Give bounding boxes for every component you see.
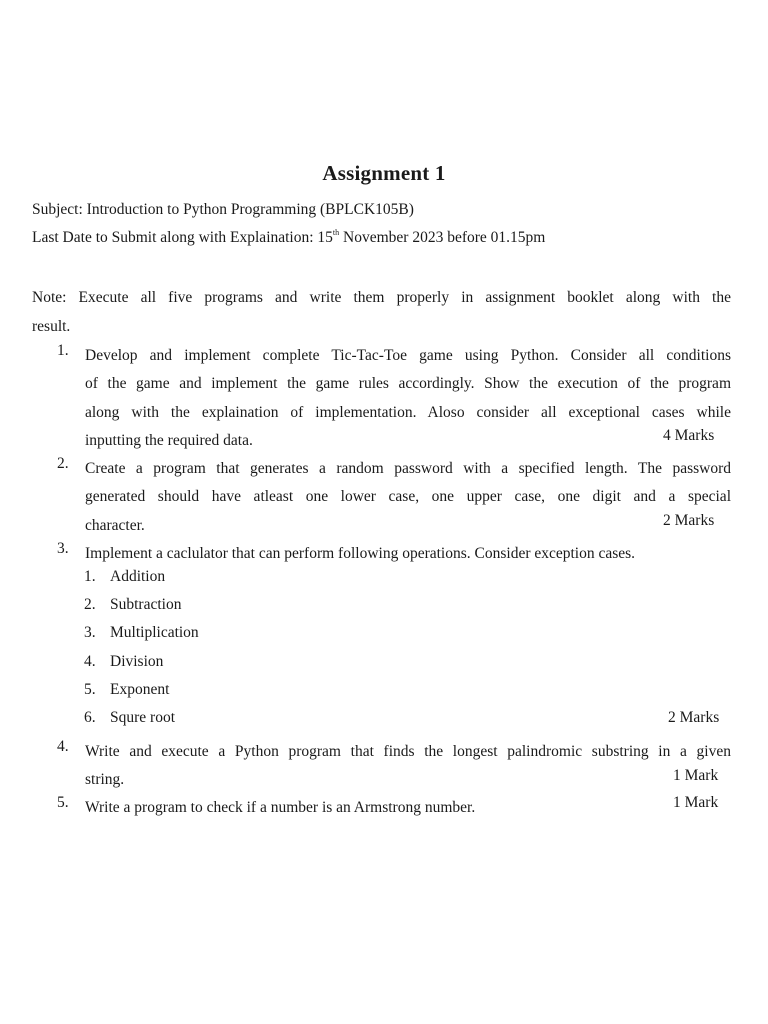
note-paragraph bbox=[32, 284, 731, 341]
sub-item-number: 3. bbox=[84, 624, 96, 641]
sub-item-number: 6. bbox=[84, 709, 96, 726]
sub-item-number: 2. bbox=[84, 596, 96, 613]
question-number: 2. bbox=[57, 455, 69, 472]
question-number: 5. bbox=[57, 794, 69, 811]
question-line: Develop and implement complete Tic-Tac-Toe game using Python. Consider all conditions bbox=[85, 347, 731, 364]
question-marks: 1 Mark bbox=[673, 794, 719, 811]
question-text bbox=[85, 455, 731, 540]
subject-line: Subject: Introduction to Python Programming (BPLCK105B) bbox=[32, 201, 414, 218]
sub-item-number: 5. bbox=[84, 681, 96, 698]
question-text bbox=[85, 794, 731, 822]
question-text bbox=[85, 540, 731, 568]
last-date-line bbox=[32, 229, 545, 247]
sub-item-text: Division bbox=[110, 653, 164, 670]
question-line: of the game and implement the game rules accordingly. Show the execution of the program bbox=[85, 375, 731, 393]
question-marks: 2 Marks bbox=[663, 512, 715, 529]
question-line: string. bbox=[85, 771, 125, 789]
last-date-prefix: Last Date to Submit along with Explaination: 15 bbox=[32, 229, 333, 246]
question-text bbox=[85, 738, 731, 795]
question-line: inputting the required data. bbox=[85, 432, 253, 450]
question-number: 3. bbox=[57, 540, 69, 557]
question-line: character. bbox=[85, 516, 145, 534]
question-line: Create a program that generates a random password with a specified length. The password bbox=[85, 460, 731, 477]
note-line-1: Note: Execute all five programs and write them properly in assignment booklet along with the bbox=[32, 289, 731, 306]
note-line-2: result. bbox=[32, 317, 71, 335]
question-number: 4. bbox=[57, 738, 69, 755]
question-line: Write a program to check if a number is an Armstrong number. bbox=[85, 799, 476, 816]
sub-item-text: Addition bbox=[110, 568, 166, 585]
question-line: generated should have atleast one lower case, one upper case, one digit and a special bbox=[85, 488, 731, 506]
sub-item-number: 4. bbox=[84, 653, 96, 670]
sub-item-number: 1. bbox=[84, 568, 96, 585]
question-line: Write and execute a Python program that finds the longest palindromic substring in a given bbox=[85, 743, 731, 760]
question-line: along with the explaination of implementation. Aloso consider all exceptional cases while bbox=[85, 403, 731, 421]
question-marks: 1 Mark bbox=[673, 767, 719, 784]
sub-item-text: Exponent bbox=[110, 681, 170, 698]
document-title: Assignment 1 bbox=[322, 161, 446, 185]
question-text bbox=[85, 342, 731, 456]
sub-item-text: Subtraction bbox=[110, 596, 182, 613]
question-number: 1. bbox=[57, 342, 69, 359]
question-marks: 4 Marks bbox=[663, 427, 715, 444]
question-marks: 2 Marks bbox=[668, 709, 720, 726]
sub-item-text: Multiplication bbox=[110, 624, 199, 641]
last-date-superscript: th bbox=[332, 228, 340, 237]
question-line: Implement a caclulator that can perform following operations. Consider exception cases. bbox=[85, 545, 636, 562]
last-date-suffix: November 2023 before 01.15pm bbox=[339, 229, 546, 246]
sub-item-text: Squre root bbox=[110, 709, 176, 726]
